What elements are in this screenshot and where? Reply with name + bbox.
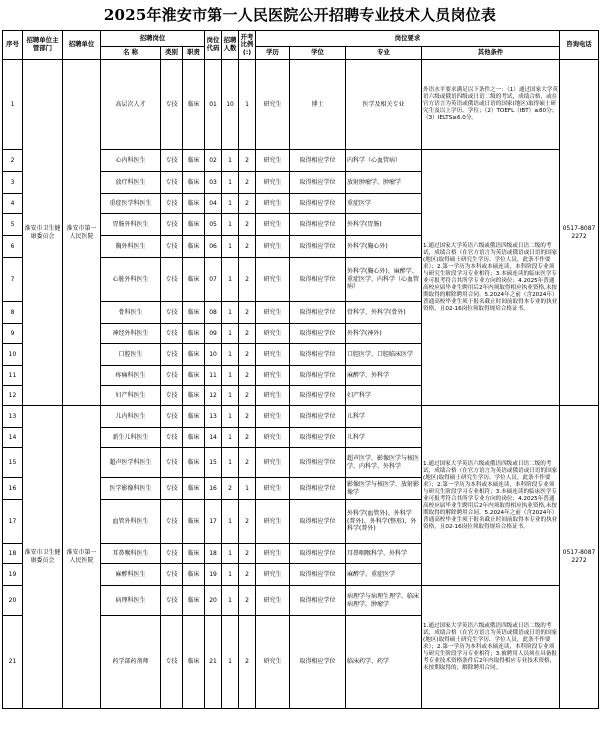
cell-post-name: 血管外科医生 <box>101 500 161 544</box>
cell-count: 1 <box>222 214 239 236</box>
cell-degree: 取得相应学位 <box>290 616 346 709</box>
header-code: 岗位代码 <box>205 31 222 60</box>
header-count: 招聘人数 <box>222 31 239 60</box>
cell-edu: 研究生 <box>256 428 290 448</box>
cell-degree: 取得相应学位 <box>290 258 346 302</box>
header-post-type: 类别 <box>161 47 183 60</box>
cell-dept: 淮安市卫生健康委员会 <box>23 60 63 406</box>
cell-edu: 研究生 <box>256 150 290 172</box>
cell-code: 05 <box>205 214 222 236</box>
cell-seq: 21 <box>3 616 23 709</box>
cell-post-name: 耳鼻喉科医生 <box>101 544 161 564</box>
cell-degree: 取得相应学位 <box>290 500 346 544</box>
cell-count: 1 <box>222 172 239 194</box>
cell-count: 1 <box>222 236 239 258</box>
cell-degree: 取得相应学位 <box>290 406 346 428</box>
cell-duty: 临床 <box>183 616 205 709</box>
cell-post-name: 疼痛科医生 <box>101 366 161 386</box>
cell-post-name: 麻醉科医生 <box>101 564 161 586</box>
cell-seq: 9 <box>3 324 23 344</box>
cell-edu: 研究生 <box>256 586 290 616</box>
cell-major: 医学及相关专业 <box>346 60 422 150</box>
header-req-group: 岗位要求 <box>256 31 560 47</box>
cell-code: 06 <box>205 236 222 258</box>
cell-edu: 研究生 <box>256 478 290 500</box>
cell-unit: 淮安市第一人民医院 <box>63 406 101 709</box>
cell-degree: 取得相应学位 <box>290 214 346 236</box>
cell-ratio: 2 <box>239 324 256 344</box>
cell-major: 外科学(胃肠) <box>346 214 422 236</box>
cell-edu: 研究生 <box>256 448 290 478</box>
cell-code: 17 <box>205 500 222 544</box>
cell-major: 病理学与病理生理学、临床病理学、肿瘤学 <box>346 586 422 616</box>
cell-duty: 临床 <box>183 60 205 150</box>
cell-duty: 临床 <box>183 386 205 406</box>
cell-edu: 研究生 <box>256 564 290 586</box>
cell-count: 1 <box>222 344 239 366</box>
cell-duty: 临床 <box>183 344 205 366</box>
cell-count: 1 <box>222 324 239 344</box>
cell-code: 21 <box>205 616 222 709</box>
cell-edu: 研究生 <box>256 236 290 258</box>
cell-code: 12 <box>205 386 222 406</box>
cell-code: 19 <box>205 564 222 586</box>
cell-degree: 取得相应学位 <box>290 236 346 258</box>
cell-degree: 取得相应学位 <box>290 324 346 344</box>
cell-ratio: 2 <box>239 406 256 428</box>
cell-type: 专技 <box>161 194 183 214</box>
cell-major: 妇产科学 <box>346 386 422 406</box>
cell-edu: 研究生 <box>256 324 290 344</box>
cell-count: 1 <box>222 586 239 616</box>
cell-type: 专技 <box>161 172 183 194</box>
cell-seq: 12 <box>3 386 23 406</box>
cell-code: 02 <box>205 150 222 172</box>
cell-ratio: 2 <box>239 500 256 544</box>
cell-seq: 7 <box>3 258 23 302</box>
cell-type: 专技 <box>161 214 183 236</box>
cell-seq: 17 <box>3 500 23 544</box>
cell-ratio: 2 <box>239 386 256 406</box>
cell-major: 临床药学、药学 <box>346 616 422 709</box>
cell-post-name: 神经外科医生 <box>101 324 161 344</box>
cell-major: 耳鼻咽喉科学、外科学 <box>346 544 422 564</box>
cell-type: 专技 <box>161 544 183 564</box>
cell-major: 内科学（心血管病） <box>346 150 422 172</box>
cell-edu: 研究生 <box>256 366 290 386</box>
cell-type: 专技 <box>161 344 183 366</box>
cell-duty: 临床 <box>183 500 205 544</box>
cell-post-name: 胃肠外科医生 <box>101 214 161 236</box>
cell-ratio: 2 <box>239 428 256 448</box>
header-degree: 学位 <box>290 47 346 60</box>
cell-count: 1 <box>222 564 239 586</box>
cell-code: 03 <box>205 172 222 194</box>
header-post-duty: 职责 <box>183 47 205 60</box>
cell-code: 09 <box>205 324 222 344</box>
cell-duty: 临床 <box>183 214 205 236</box>
cell-post-name: 超声医学科医生 <box>101 448 161 478</box>
cell-duty: 临床 <box>183 258 205 302</box>
cell-major: 外科学(血管外)、外科学(普外)、外科学(整形)、外科学(普外) <box>346 500 422 544</box>
cell-edu: 研究生 <box>256 214 290 236</box>
cell-major: 儿科学 <box>346 428 422 448</box>
cell-degree: 取得相应学位 <box>290 428 346 448</box>
cell-post-name: 新生儿科医生 <box>101 428 161 448</box>
cell-major: 麻醉学、外科学 <box>346 366 422 386</box>
cell-duty: 临床 <box>183 406 205 428</box>
cell-other-conditions: 1.通过国家大学英语六级或俄语四级或日语二级的考试，成绩合格（在官方语言为英语或俄语或日语的国家(地区)取得硕士研究生学历、学位人员，此条不作要求）；2.第一学历为本科或本硕连读，本科阶段专业须与研究生阶段学习专业相符；3.本硕连读的临床医学专业可报考符合其所学专业方向的岗位；4.2025年普通高校应届毕业生聘用后2年内须取得相应执业资格,未按期取得的解除聘用合同。5.2024年之前（含2024年）普通高校毕业生须于报名截止时间前取得本专业的执业资格，且02-16岗位须取得规培合格证书。 <box>422 150 560 406</box>
cell-code: 07 <box>205 258 222 302</box>
header-major: 专业 <box>346 47 422 60</box>
cell-major: 麻醉学、重症医学 <box>346 564 422 586</box>
cell-edu: 研究生 <box>256 172 290 194</box>
cell-post-name: 高层次人才 <box>101 60 161 150</box>
cell-post-name: 心内科医生 <box>101 150 161 172</box>
cell-duty: 临床 <box>183 324 205 344</box>
cell-count: 1 <box>222 194 239 214</box>
cell-ratio: 2 <box>239 214 256 236</box>
cell-post-name: 口腔医生 <box>101 344 161 366</box>
cell-ratio: 2 <box>239 302 256 324</box>
header-dept: 招聘单位主管部门 <box>23 31 63 60</box>
cell-count: 1 <box>222 406 239 428</box>
cell-type: 专技 <box>161 428 183 448</box>
cell-code: 14 <box>205 428 222 448</box>
cell-seq: 13 <box>3 406 23 428</box>
cell-degree: 取得相应学位 <box>290 366 346 386</box>
cell-code: 20 <box>205 586 222 616</box>
cell-edu: 研究生 <box>256 344 290 366</box>
cell-count: 1 <box>222 544 239 564</box>
cell-seq: 19 <box>3 564 23 586</box>
cell-ratio: 2 <box>239 344 256 366</box>
cell-count: 1 <box>222 500 239 544</box>
cell-edu: 研究生 <box>256 544 290 564</box>
cell-edu: 研究生 <box>256 500 290 544</box>
cell-duty: 临床 <box>183 236 205 258</box>
cell-code: 04 <box>205 194 222 214</box>
cell-phone: 0517-80872272 <box>560 60 599 406</box>
cell-code: 11 <box>205 366 222 386</box>
cell-edu: 研究生 <box>256 386 290 406</box>
cell-seq: 14 <box>3 428 23 448</box>
cell-unit: 淮安市第一人民医院 <box>63 60 101 406</box>
header-post-group: 招聘岗位 <box>101 31 205 47</box>
cell-degree: 取得相应学位 <box>290 194 346 214</box>
cell-phone: 0517-80872272 <box>560 406 599 709</box>
cell-edu: 研究生 <box>256 258 290 302</box>
cell-ratio: 2 <box>239 172 256 194</box>
cell-seq: 4 <box>3 194 23 214</box>
cell-major: 儿科学 <box>346 406 422 428</box>
cell-seq: 2 <box>3 150 23 172</box>
cell-post-name: 药学部药剂师 <box>101 616 161 709</box>
cell-major: 骨科学、外科学(骨外) <box>346 302 422 324</box>
cell-type: 专技 <box>161 478 183 500</box>
cell-post-name: 病理科医生 <box>101 586 161 616</box>
cell-ratio: 2 <box>239 448 256 478</box>
cell-degree: 博士 <box>290 60 346 150</box>
cell-code: 10 <box>205 344 222 366</box>
cell-seq: 11 <box>3 366 23 386</box>
cell-seq: 1 <box>3 60 23 150</box>
cell-edu: 研究生 <box>256 194 290 214</box>
cell-major: 外科学(胸心外) <box>346 236 422 258</box>
cell-post-name: 骨科医生 <box>101 302 161 324</box>
cell-duty: 临床 <box>183 448 205 478</box>
table-row <box>3 406 599 428</box>
cell-count: 1 <box>222 150 239 172</box>
cell-degree: 取得相应学位 <box>290 564 346 586</box>
cell-degree: 取得相应学位 <box>290 478 346 500</box>
cell-major: 放射肿瘤学、肿瘤学 <box>346 172 422 194</box>
table-row <box>3 60 599 150</box>
cell-type: 专技 <box>161 236 183 258</box>
cell-major: 影像医学与核医学、放射影像学 <box>346 478 422 500</box>
header-other: 其他条件 <box>422 47 560 60</box>
cell-major: 口腔医学、口腔临床医学 <box>346 344 422 366</box>
cell-count: 1 <box>222 366 239 386</box>
cell-other-conditions: 1.通过国家大学英语六级或俄语四级或日语二级的考试，成绩合格（在官方语言为英语或俄语或日语的国家(地区)取得硕士研究生学历、学位人员，此条不作要求）；2.第一学历为本科或本硕连读，本科阶段专业须与研究生阶段学习专业相符；3.本硕连读的临床医学专业可报考符合其所学专业方向的岗位；4.2025年普通高校应届毕业生聘用后2年内须取得相应执业资格,未按期取得的解除聘用合同。5.2024年之前（含2024年）普通高校毕业生须于报名截止时间前取得本专业的执业资格，且02-16岗位须取得规培合格证书。 <box>422 406 560 586</box>
cell-edu: 研究生 <box>256 60 290 150</box>
cell-ratio: 2 <box>239 366 256 386</box>
cell-count: 1 <box>222 428 239 448</box>
cell-seq: 16 <box>3 478 23 500</box>
cell-ratio: 2 <box>239 544 256 564</box>
cell-post-name: 胸外科医生 <box>101 236 161 258</box>
cell-degree: 取得相应学位 <box>290 172 346 194</box>
cell-seq: 6 <box>3 236 23 258</box>
cell-seq: 3 <box>3 172 23 194</box>
cell-other-conditions: 1.通过国家大学英语六级或俄语四级或日语二级的考试，成绩合格（在官方语言为英语或俄语或日语的国家(地区)取得硕士研究生学历、学位人员，此条不作要求）；2.第一学历为本科或本硕连读，本科阶段专业须与研究生阶段学习专业相符；3.被聘用人员须在具备报考专业技术资格条件后2年内取得相应专业技术资格，未按期取得的，解除聘用合同。 <box>422 586 560 709</box>
cell-type: 专技 <box>161 406 183 428</box>
cell-major: 外科学(胸心外)、麻醉学、重症医学、内科学（心血管病） <box>346 258 422 302</box>
cell-ratio: 1 <box>239 60 256 150</box>
cell-degree: 取得相应学位 <box>290 448 346 478</box>
cell-code: 13 <box>205 406 222 428</box>
cell-type: 专技 <box>161 586 183 616</box>
header-post-name: 名 称 <box>101 47 161 60</box>
header-phone: 咨询电话 <box>560 31 599 60</box>
cell-ratio: 2 <box>239 194 256 214</box>
job-positions-table <box>2 30 599 709</box>
cell-major: 超声医学、影像医学与核医学、内科学、外科学 <box>346 448 422 478</box>
cell-major: 外科学(神外) <box>346 324 422 344</box>
cell-type: 专技 <box>161 366 183 386</box>
cell-post-name: 重症医学科医生 <box>101 194 161 214</box>
cell-post-name: 妇产科医生 <box>101 386 161 406</box>
cell-code: 18 <box>205 544 222 564</box>
cell-count: 2 <box>222 478 239 500</box>
cell-post-name: 医学影像科医生 <box>101 478 161 500</box>
cell-type: 专技 <box>161 448 183 478</box>
header-seq: 序号 <box>3 31 23 60</box>
cell-edu: 研究生 <box>256 616 290 709</box>
cell-type: 专技 <box>161 324 183 344</box>
cell-type: 专技 <box>161 302 183 324</box>
cell-count: 1 <box>222 302 239 324</box>
cell-type: 专技 <box>161 500 183 544</box>
cell-seq: 5 <box>3 214 23 236</box>
cell-seq: 18 <box>3 544 23 564</box>
header-ratio: 开考比例(:) <box>239 31 256 60</box>
cell-ratio: 2 <box>239 258 256 302</box>
cell-duty: 临床 <box>183 544 205 564</box>
cell-duty: 临床 <box>183 302 205 324</box>
cell-degree: 取得相应学位 <box>290 344 346 366</box>
cell-duty: 临床 <box>183 428 205 448</box>
cell-ratio: 2 <box>239 586 256 616</box>
cell-duty: 临床 <box>183 194 205 214</box>
cell-post-name: 心脏外科医生 <box>101 258 161 302</box>
header-unit: 招聘单位 <box>63 31 101 60</box>
cell-ratio: 2 <box>239 564 256 586</box>
cell-count: 10 <box>222 60 239 150</box>
cell-count: 1 <box>222 258 239 302</box>
cell-code: 08 <box>205 302 222 324</box>
cell-code: 16 <box>205 478 222 500</box>
cell-code: 01 <box>205 60 222 150</box>
cell-other-conditions: 外语水平要求满足以下条件之一：（1）通过国家大学英语六级或俄语四级或日语二级的考试，成绩合格，或在官方语言为英语或俄语或日语的国家(地区)取得硕士研究生及以上学历、学位；（2）TOEFL（IBT）≥80分；（3）IELTS≥6.0分。 <box>422 60 560 150</box>
cell-edu: 研究生 <box>256 302 290 324</box>
cell-type: 专技 <box>161 386 183 406</box>
page-title: 2025年淮安市第一人民医院公开招聘专业技术人员岗位表 <box>103 6 497 24</box>
cell-type: 专技 <box>161 616 183 709</box>
cell-type: 专技 <box>161 564 183 586</box>
cell-type: 专技 <box>161 258 183 302</box>
cell-post-name: 儿内科医生 <box>101 406 161 428</box>
cell-duty: 临床 <box>183 586 205 616</box>
cell-ratio: 2 <box>239 150 256 172</box>
cell-seq: 20 <box>3 586 23 616</box>
cell-degree: 取得相应学位 <box>290 150 346 172</box>
header-row-1 <box>3 31 599 47</box>
cell-major: 重症医学 <box>346 194 422 214</box>
cell-degree: 取得相应学位 <box>290 302 346 324</box>
cell-count: 1 <box>222 616 239 709</box>
cell-post-name: 放疗科医生 <box>101 172 161 194</box>
cell-seq: 10 <box>3 344 23 366</box>
cell-ratio: 2 <box>239 236 256 258</box>
cell-type: 专技 <box>161 150 183 172</box>
cell-duty: 临床 <box>183 150 205 172</box>
cell-duty: 临床 <box>183 564 205 586</box>
cell-degree: 取得相应学位 <box>290 544 346 564</box>
cell-seq: 8 <box>3 302 23 324</box>
cell-code: 15 <box>205 448 222 478</box>
cell-edu: 研究生 <box>256 406 290 428</box>
header-edu: 学历 <box>256 47 290 60</box>
cell-ratio: 2 <box>239 616 256 709</box>
cell-duty: 临床 <box>183 172 205 194</box>
cell-count: 1 <box>222 386 239 406</box>
cell-duty: 临床 <box>183 478 205 500</box>
cell-ratio: 1 <box>239 478 256 500</box>
cell-dept: 淮安市卫生健康委员会 <box>23 406 63 709</box>
cell-type: 专技 <box>161 60 183 150</box>
cell-degree: 取得相应学位 <box>290 586 346 616</box>
cell-seq: 15 <box>3 448 23 478</box>
cell-degree: 取得相应学位 <box>290 386 346 406</box>
cell-count: 1 <box>222 448 239 478</box>
cell-duty: 临床 <box>183 366 205 386</box>
